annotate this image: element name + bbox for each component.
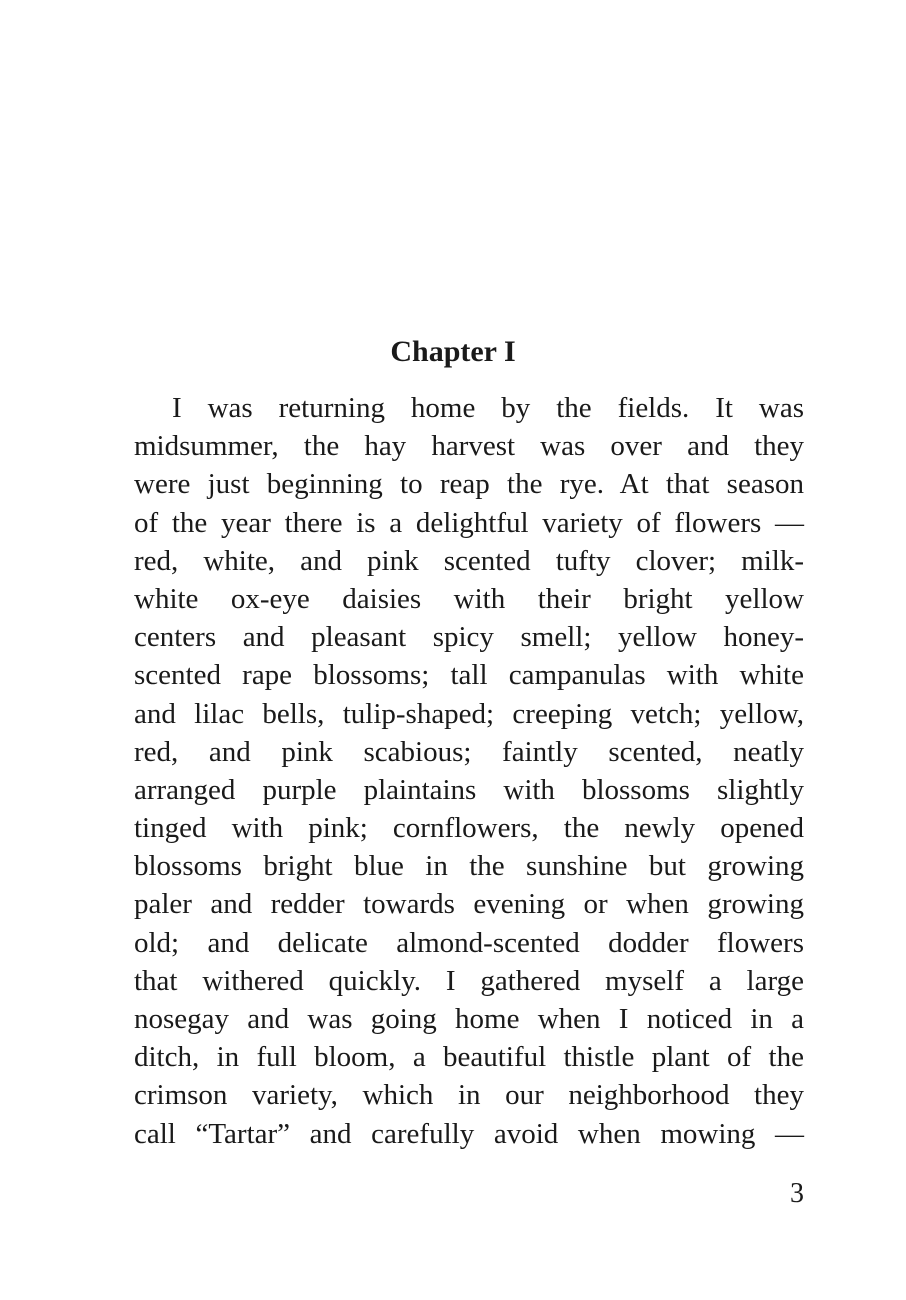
text-line: old; and delicate almond-scented dodder flowers	[134, 926, 804, 959]
text-line: scented rape blossoms; tall campanulas with white	[134, 659, 804, 692]
text-line: crimson variety, which in our neighborhood they	[134, 1079, 804, 1112]
text-line: I was returning home by the fields. It was	[172, 392, 804, 424]
text-line: paler and redder towards evening or when growing	[134, 888, 804, 921]
text-line: red, and pink scabious; faintly scented, neatly	[134, 735, 804, 768]
text-line: red, white, and pink scented tufty clover; milk-	[134, 544, 804, 577]
page-number: 3	[790, 1178, 804, 1209]
text-line: ditch, in full bloom, a beautiful thistle plant of the	[134, 1041, 804, 1074]
chapter-body-paragraph	[134, 389, 804, 1153]
text-line: and lilac bells, tulip-shaped; creeping vetch; yellow,	[134, 697, 804, 730]
text-line: midsummer, the hay harvest was over and they	[134, 430, 804, 463]
chapter-title: Chapter I	[390, 335, 516, 368]
text-line: were just beginning to reap the rye. At that season	[134, 468, 804, 501]
text-line: white ox-eye daisies with their bright yellow	[134, 582, 804, 615]
text-line: blossoms bright blue in the sunshine but growing	[134, 850, 804, 883]
text-line: arranged purple plaintains with blossoms slightly	[134, 773, 804, 806]
text-line: call “Tartar” and carefully avoid when mowing —	[134, 1117, 804, 1150]
text-line: tinged with pink; cornflowers, the newly opened	[134, 812, 804, 845]
text-line: nosegay and was going home when I noticed in a	[134, 1003, 804, 1035]
text-line: of the year there is a delightful variety of flowers —	[134, 506, 804, 539]
text-line: centers and pleasant spicy smell; yellow honey-	[134, 621, 804, 654]
text-line: that withered quickly. I gathered myself a large	[134, 964, 804, 997]
